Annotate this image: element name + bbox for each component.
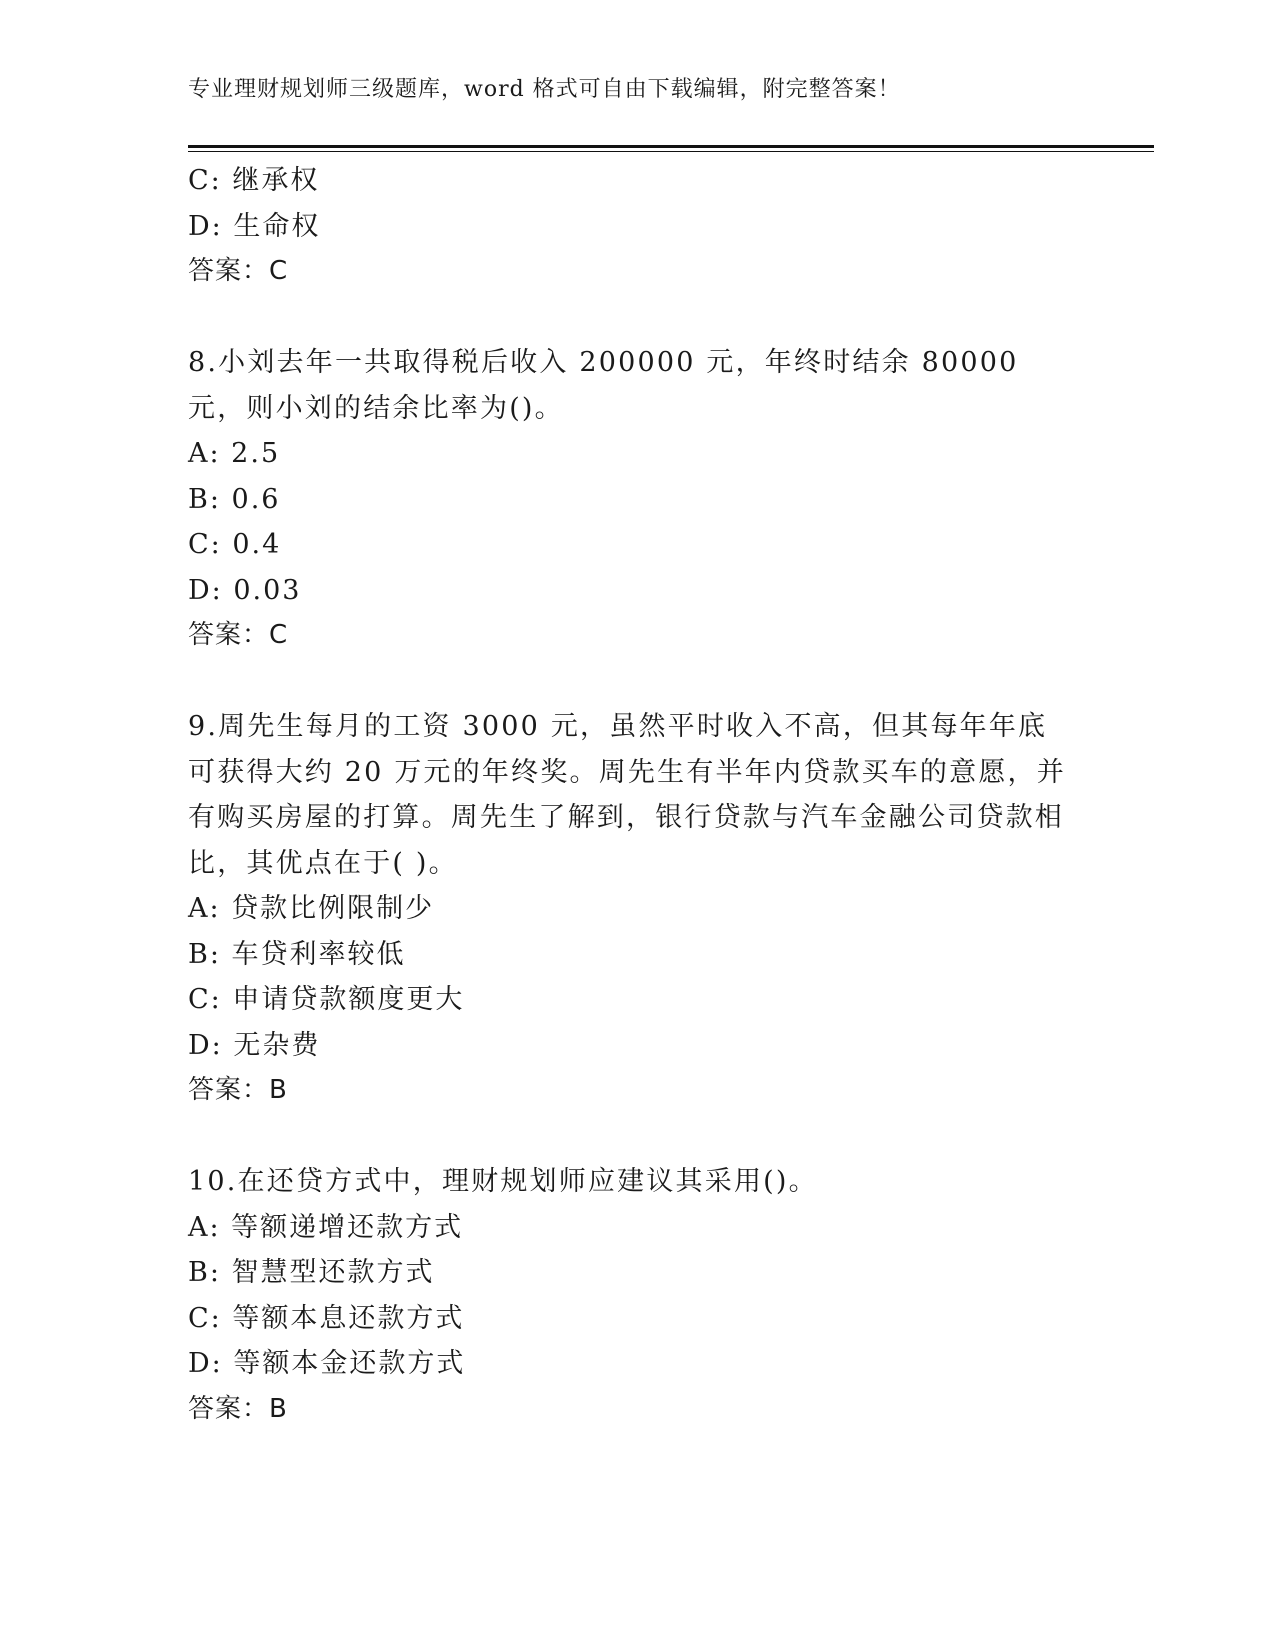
option-d: D: 0.03 [188,574,302,606]
answer-label: 答案：C [188,620,289,650]
option-a: A: 2.5 [188,438,281,469]
option-c: C: 0.4 [188,529,282,560]
question-stem-10: 10.在还贷方式中，理财规划师应建议其采用()。 [188,1166,818,1197]
option-d: D: 等额本金还款方式 [188,1348,466,1379]
option-b: B: 车贷利率较低 [188,938,406,970]
answer-label: 答案：C [188,256,289,286]
spacer [188,659,1088,705]
header-rule-thick [188,145,1154,148]
answer-label: 答案：B [188,1075,288,1105]
option-c: C: 申请贷款额度更大 [188,984,465,1015]
header-rule-thin [188,151,1154,152]
option-c: C: 继承权 [188,165,320,196]
option-d: D: 无杂费 [188,1029,321,1061]
answer-label: 答案：B [188,1393,288,1424]
question-stem-8: 8.小刘去年一共取得税后收入 200000 元，年终时结余 80000 元，则小刘的结余比率为()。 [188,347,1019,424]
option-c: C: 等额本息还款方式 [188,1302,465,1334]
spacer [188,295,1088,341]
option-d: D: 生命权 [188,210,321,242]
option-a: A: 等额递增还款方式 [188,1211,464,1243]
question-content [188,158,1088,1432]
question-stem-9: 9.周先生每月的工资 3000 元，虽然平时收入不高，但其每年年底可获得大约 20 万元的年终奖。周先生有半年内贷款买车的意愿，并有购买房屋的打算。周先生了解到，银行贷款与汽车金融公司贷款相比，其优点在于( )。 [188,711,1066,879]
option-b: B: 智慧型还款方式 [188,1257,435,1288]
spacer [188,1114,1088,1160]
option-a: A: 贷款比例限制少 [188,893,435,924]
page-header: 专业理财规划师三级题库，word 格式可自由下载编辑，附完整答案！ [188,77,901,102]
option-b: B: 0.6 [188,483,281,515]
